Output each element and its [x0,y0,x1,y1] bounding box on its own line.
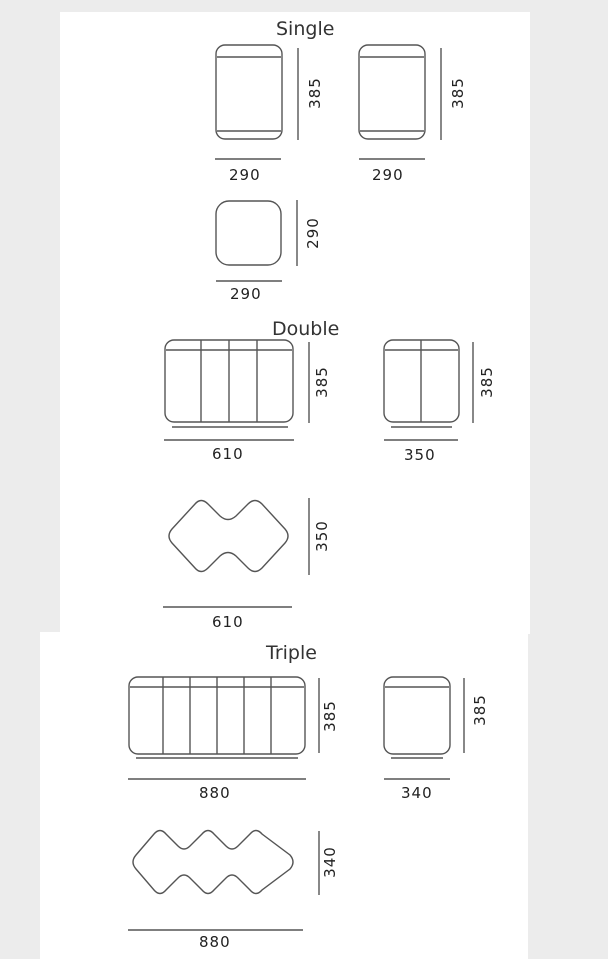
dim-label-single-a-width: 290 [229,166,261,184]
dim-label-double-bench-height: 385 [313,366,331,398]
single-stool-front-a [216,45,282,139]
double-bench-front [165,340,293,427]
double-side-front [384,340,459,427]
dim-label-double-bench-width: 610 [212,445,244,463]
triple-side-front [384,677,450,758]
dim-label-single-a-height: 385 [306,77,324,109]
dim-label-double-side-width: 350 [404,446,436,464]
triple-wave-top-view [133,831,293,894]
dim-label-triple-wave-depth: 340 [321,846,339,878]
dim-label-double-wave-depth: 350 [313,520,331,552]
dim-label-single-square-height: 290 [304,217,322,249]
dim-label-triple-bench-width: 880 [199,784,231,802]
section-title-single: Single [276,18,335,40]
dim-label-single-square-width: 290 [230,285,262,303]
dim-label-double-side-height: 385 [478,366,496,398]
section-title-double: Double [272,318,340,340]
triple-bench-front [129,677,305,758]
dim-label-single-b-height: 385 [449,77,467,109]
dim-label-triple-wave-width: 880 [199,933,231,951]
single-stool-top-view [216,201,281,265]
double-wave-top-view [169,501,288,572]
single-stool-front-b [359,45,425,139]
dim-label-triple-side-height: 385 [471,694,489,726]
dim-label-double-wave-width: 610 [212,613,244,631]
section-title-triple: Triple [266,642,317,664]
dim-label-triple-side-width: 340 [401,784,433,802]
dim-label-triple-bench-height: 385 [321,700,339,732]
dim-label-single-b-width: 290 [372,166,404,184]
